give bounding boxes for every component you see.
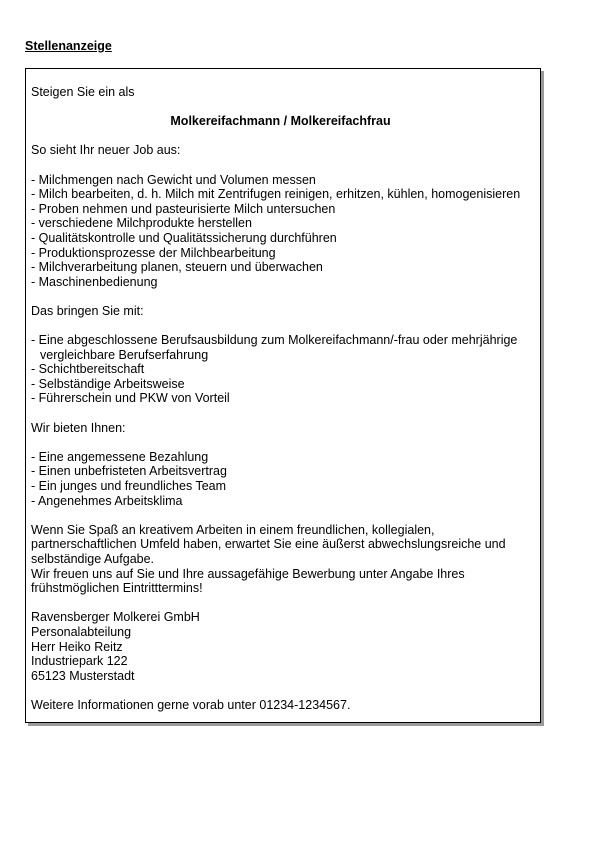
closing-line: selbständige Aufgabe. [31,552,155,566]
closing-line: partnerschaftlichen Umfeld haben, erwartet Sie eine äußerst abwechslungsreiche und [31,537,506,552]
list-item: - Milch bearbeiten, d. h. Milch mit Zentrifugen reinigen, erhitzen, kühlen, homogenisieren [31,187,521,202]
street: Industriepark 122 [31,654,128,669]
offer-heading: Wir bieten Ihnen: [31,420,126,435]
department: Personalabteilung [31,624,132,639]
closing-line: Wir freuen uns auf Sie und Ihre aussagefähige Bewerbung unter Angabe Ihres [31,566,465,581]
list-item: - Ein junges und freundliches Team [31,479,227,494]
requirements-heading: Das bringen Sie mit: [31,303,144,318]
list-item: - Führerschein und PKW von Vorteil [31,391,230,406]
intro-text: Steigen Sie ein als [31,85,135,99]
contact-person: Herr Heiko Reitz [31,639,123,654]
requirements-list [31,333,540,406]
list-item: - verschiedene Milchprodukte herstellen [31,216,252,231]
tasks-heading: So sieht Ihr neuer Job aus: [31,143,181,158]
list-item: - Eine abgeschlossene Berufsausbildung zum Molkereifachmann/-frau oder mehrjährige [31,333,518,348]
list-item: - Einen unbefristeten Arbeitsvertrag [31,464,227,479]
tasks-list [31,173,540,290]
city: 65123 Musterstadt [31,668,135,683]
list-item: - Milchmengen nach Gewicht und Volumen messen [31,172,316,187]
list-item: - Eine angemessene Bezahlung [31,449,209,464]
list-item: - Selbständige Arbeitsweise [31,376,185,391]
list-item: - Milchverarbeitung planen, steuern und überwachen [31,260,323,275]
list-item: - Maschinenbedienung [31,274,158,289]
company-name: Ravensberger Molkerei GmbH [31,610,200,625]
list-item: - Angenehmes Arbeitsklima [31,493,183,508]
list-item-continuation: vergleichbare Berufserfahrung [40,347,209,362]
job-ad-box [25,68,541,723]
offer-list [31,450,540,508]
page-heading: Stellenanzeige [25,39,112,53]
closing-line: frühstmöglichen Eintritttermins! [31,581,203,596]
footer-info: Weitere Informationen gerne vorab unter 01234-1234567. [31,697,351,712]
list-item: - Schichtbereitschaft [31,362,145,377]
job-title: Molkereifachmann / Molkereifachfrau [170,114,391,129]
closing-line: Wenn Sie Spaß an kreativem Arbeiten in einem freundlichen, kollegialen, [31,522,435,537]
contact-address [31,610,540,683]
list-item: - Produktionsprozesse der Milchbearbeitung [31,245,276,260]
closing-paragraph [31,523,540,596]
list-item: - Proben nehmen und pasteurisierte Milch untersuchen [31,201,336,216]
list-item: - Qualitätskontrolle und Qualitätssicherung durchführen [31,230,337,245]
